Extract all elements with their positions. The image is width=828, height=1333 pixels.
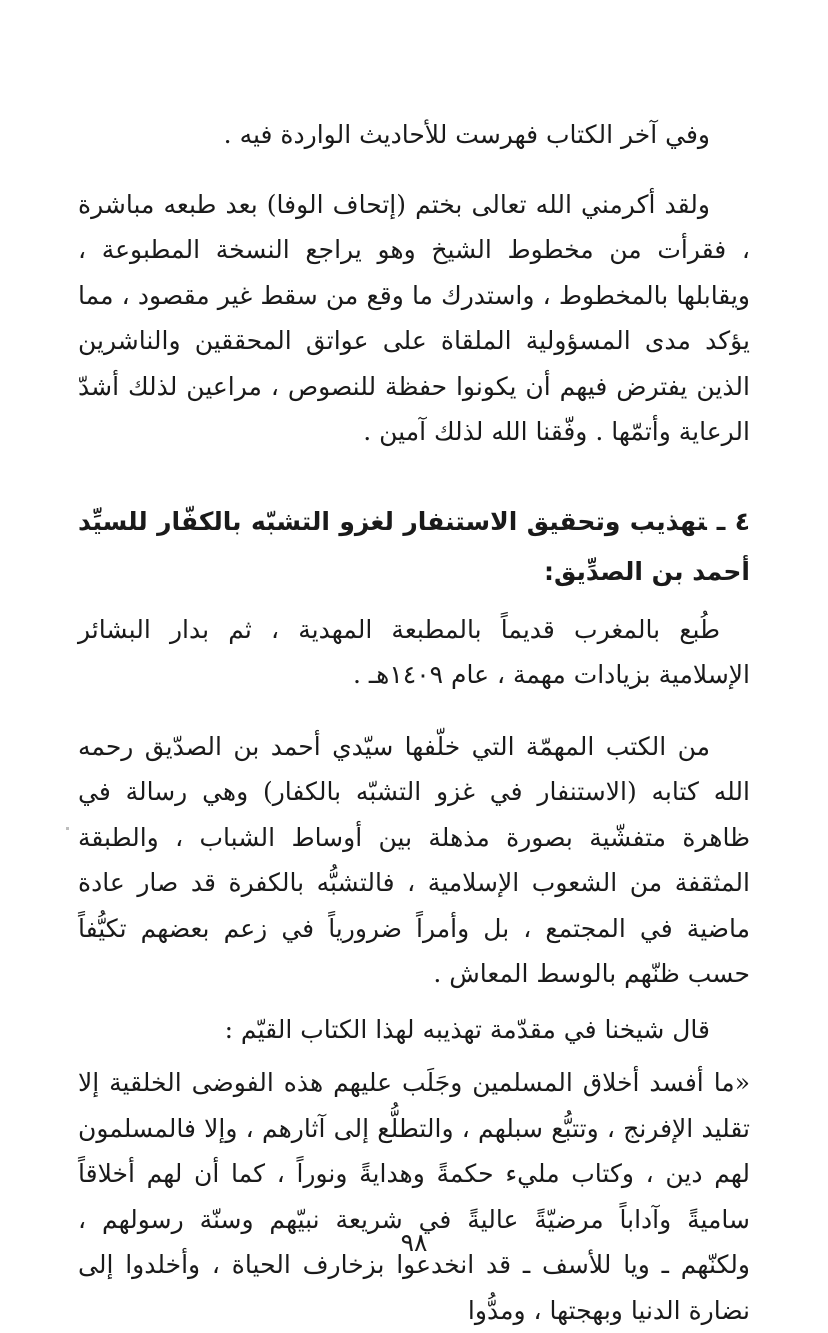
paragraph-index-note: وفي آخر الكتاب فهرست للأحاديث الواردة فيه .: [223, 120, 710, 149]
section-title: تهذيب وتحقيق الاستنفار لغزو التشبّه بالكفّار للسيِّد أحمد بن الصدِّيق:: [78, 506, 750, 586]
paragraph-quotation: «ما أفسد أخلاق المسلمين وجَلَب عليهم هذه الفوضى الخلقية إلا تقليد الإفرنج ، وتتبُّع سبلهم ، والتطلُّع إلى آثارهم ، وإلا فالمسلمون لهم دين ، وكتاب مليء حكمةً وهدايةً ونوراً ، كما أن لهم أخلاقاً ساميةً وآداباً مرضيّةً عاليةً في شريعة نبيّهم وسنّة رسولهم ، ولكنّهم ـ ويا للأسف ـ قد انخدعوا بزخارف الحياة ، وأخلدوا إلى نضارة الدنيا وبهجتها ، ومدُّوا: [78, 1068, 750, 1325]
margin-dot: [66, 827, 69, 830]
paragraph-book-description: من الكتب المهمّة التي خلّفها سيّدي أحمد بن الصدّيق رحمه الله كتابه (الاستنفار في غزو التشبّه بالكفار) وهي رسالة في ظاهرة متفشّية بصورة مذهلة بين أوساط الشباب ، والطبقة المثقفة من الشعوب الإسلامية ، فالتشبُّه بالكفرة قد صار عادة ماضية في المجتمع ، بل وأمراً ضرورياً في زعم بعضهم تكيُّفاً حسب ظنّهم بالوسط المعاش .: [78, 731, 750, 988]
section-number: ٤ ـ: [716, 506, 750, 536]
paragraph-printing-history: طُبع بالمغرب قديماً بالمطبعة المهدية ، ثم بدار البشائر الإسلامية بزيادات مهمة ، عام ١٤٠٩هـ .: [78, 614, 750, 689]
paragraph-quote-intro: قال شيخنا في مقدّمة تهذيبه لهذا الكتاب القيّم :: [224, 1014, 710, 1044]
paragraph-ithaf-completion: ولقد أكرمني الله تعالى بختم (إتحاف الوفا) بعد طبعه مباشرة ، فقرأت من مخطوط الشيخ وهو يراجع النسخة المطبوعة ، ويقابلها بالمخطوط ، واستدرك ما وقع من سقط غير مقصود ، مما يؤكد مدى المسؤولية الملقاة على عواتق المحققين والناشرين الذين يفترض فيهم أن يكونوا حفظة للنصوص ، مراعين لذلك أشدّ الرعاية وأتمّها . وفّقنا الله لذلك آمين .: [78, 189, 750, 446]
section-heading: [78, 497, 750, 597]
page-number: ٩٨: [400, 1228, 428, 1257]
